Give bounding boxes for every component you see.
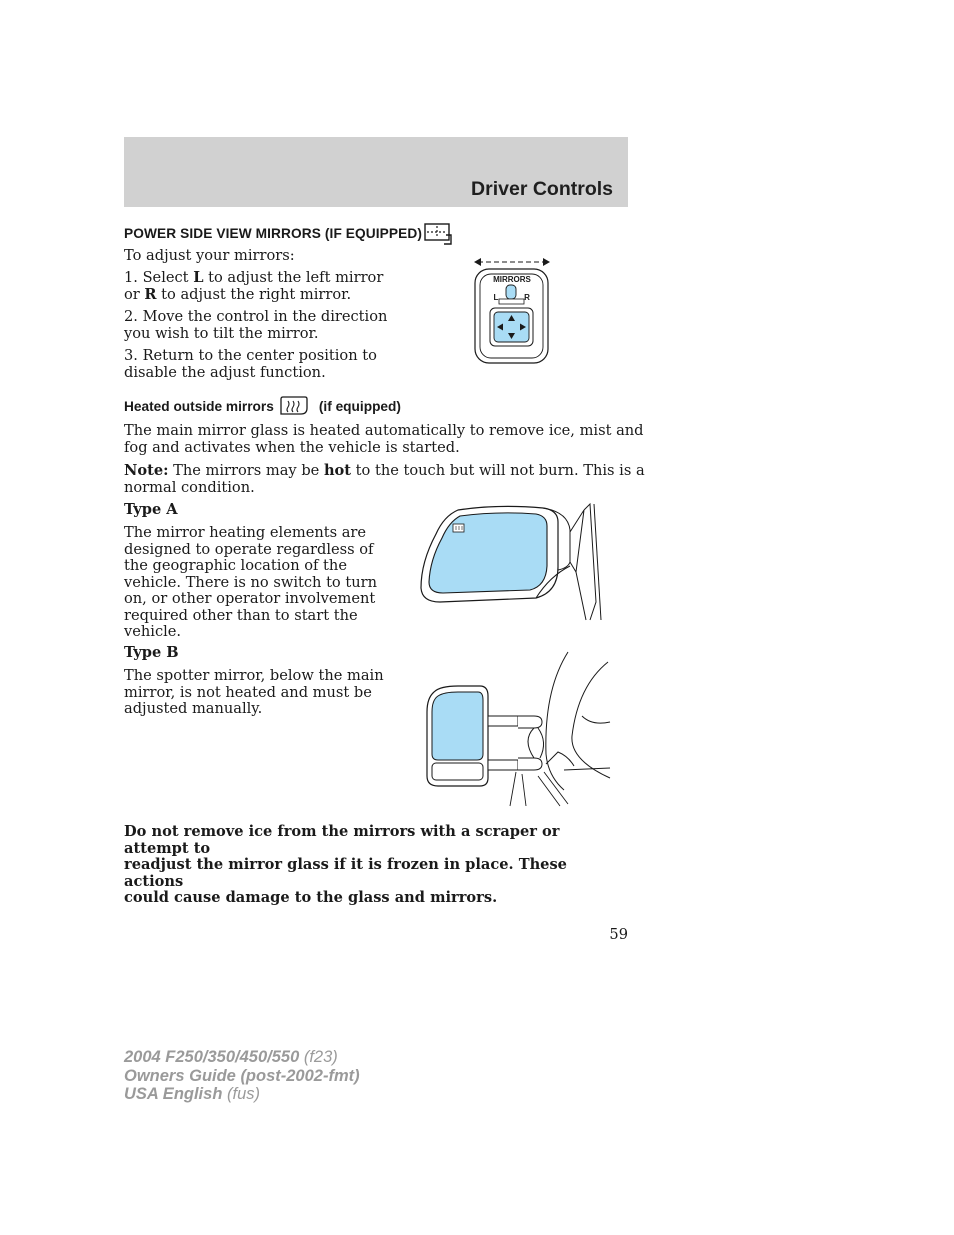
footer-model-code: (f23) <box>299 1048 338 1066</box>
type-a-line: required other than to start the <box>124 606 358 624</box>
type-a-line: The mirror heating elements are <box>124 524 367 541</box>
warning-line: could cause damage to the glass and mirrors. <box>124 889 498 906</box>
step3-line2: disable the adjust function. <box>124 363 326 381</box>
type-b-text <box>124 668 384 718</box>
note-label: Note: <box>124 462 169 479</box>
type-a-line: the geographic location of the <box>124 557 347 574</box>
footer-guide: Owners Guide (post-2002-fmt) <box>124 1066 360 1085</box>
type-a-line: on, or other operator involvement <box>124 590 376 607</box>
type-b-label: Type B <box>124 644 179 661</box>
type-a-label: Type A <box>124 501 178 518</box>
step2-line2: you wish to tilt the mirror. <box>124 324 319 342</box>
step1-text-d: to adjust the right mirror. <box>156 285 352 303</box>
heated-para-line1: The main mirror glass is heated automatically to remove ice, mist and <box>124 422 644 439</box>
type-a-line: vehicle. There is no switch to turn <box>124 573 377 591</box>
heated-para-line2: fog and activates when the vehicle is started. <box>124 438 460 456</box>
section-title: Driver Controls <box>471 178 613 200</box>
note-text-b: to the touch but will not burn. This is a <box>351 462 645 479</box>
type-a-mirror-illustration <box>418 502 603 624</box>
step1-text-c: or <box>124 285 145 303</box>
power-mirrors-heading <box>124 222 452 244</box>
heated-mirrors-heading-a: Heated outside mirrors <box>124 398 274 414</box>
step1-left-letter: L <box>193 269 204 286</box>
footer-language-code: (fus) <box>222 1085 260 1104</box>
type-b-mirror-illustration <box>418 650 613 808</box>
power-mirror-icon <box>424 223 452 245</box>
type-b-line: The spotter mirror, below the main <box>124 667 384 684</box>
power-mirrors-step-3 <box>124 348 377 381</box>
warning-line: readjust the mirror glass if it is frozen in place. These actions <box>124 856 567 890</box>
step1-text-a: 1. Select <box>124 269 194 286</box>
section-header-band <box>124 137 628 207</box>
note-hot: hot <box>323 462 352 479</box>
footer-model: 2004 F250/350/450/550 <box>124 1048 300 1066</box>
step3-line1: 3. Return to the center position to <box>124 347 377 364</box>
control-right-label: R <box>524 293 530 302</box>
page-number: 59 <box>609 926 628 943</box>
step2-line1: 2. Move the control in the direction <box>124 308 388 325</box>
heated-mirrors-heading-b: (if equipped) <box>318 398 401 414</box>
control-mirrors-label: MIRRORS <box>493 275 531 284</box>
heated-mirrors-note <box>124 463 645 496</box>
power-mirrors-intro: To adjust your mirrors: <box>124 247 295 264</box>
note-line2: normal condition. <box>124 478 255 496</box>
step1-right-letter: R <box>144 285 157 303</box>
mirror-control-diagram <box>470 252 552 366</box>
warning-line: Do not remove ice from the mirrors with a scraper or attempt to <box>124 823 560 857</box>
power-mirrors-heading-text: POWER SIDE VIEW MIRRORS (IF EQUIPPED) <box>124 225 423 241</box>
heated-mirrors-paragraph <box>124 423 644 456</box>
footer-language: USA English <box>124 1085 223 1104</box>
control-left-label: L <box>493 293 499 302</box>
power-mirrors-step-2 <box>124 309 387 342</box>
heated-mirror-icon <box>279 396 309 416</box>
type-a-line: designed to operate regardless of <box>124 540 374 558</box>
heated-mirrors-heading <box>124 396 401 416</box>
type-b-line: mirror, is not heated and must be <box>124 683 372 701</box>
power-mirrors-step-1 <box>124 270 383 303</box>
note-text-a: The mirrors may be <box>168 462 324 479</box>
type-a-line: vehicle. <box>124 623 182 640</box>
type-a-text <box>124 525 377 641</box>
step1-text-b: to adjust the left mirror <box>203 269 384 286</box>
document-footer <box>124 1048 360 1104</box>
warning-text <box>124 824 624 907</box>
type-b-line: adjusted manually. <box>124 700 263 717</box>
